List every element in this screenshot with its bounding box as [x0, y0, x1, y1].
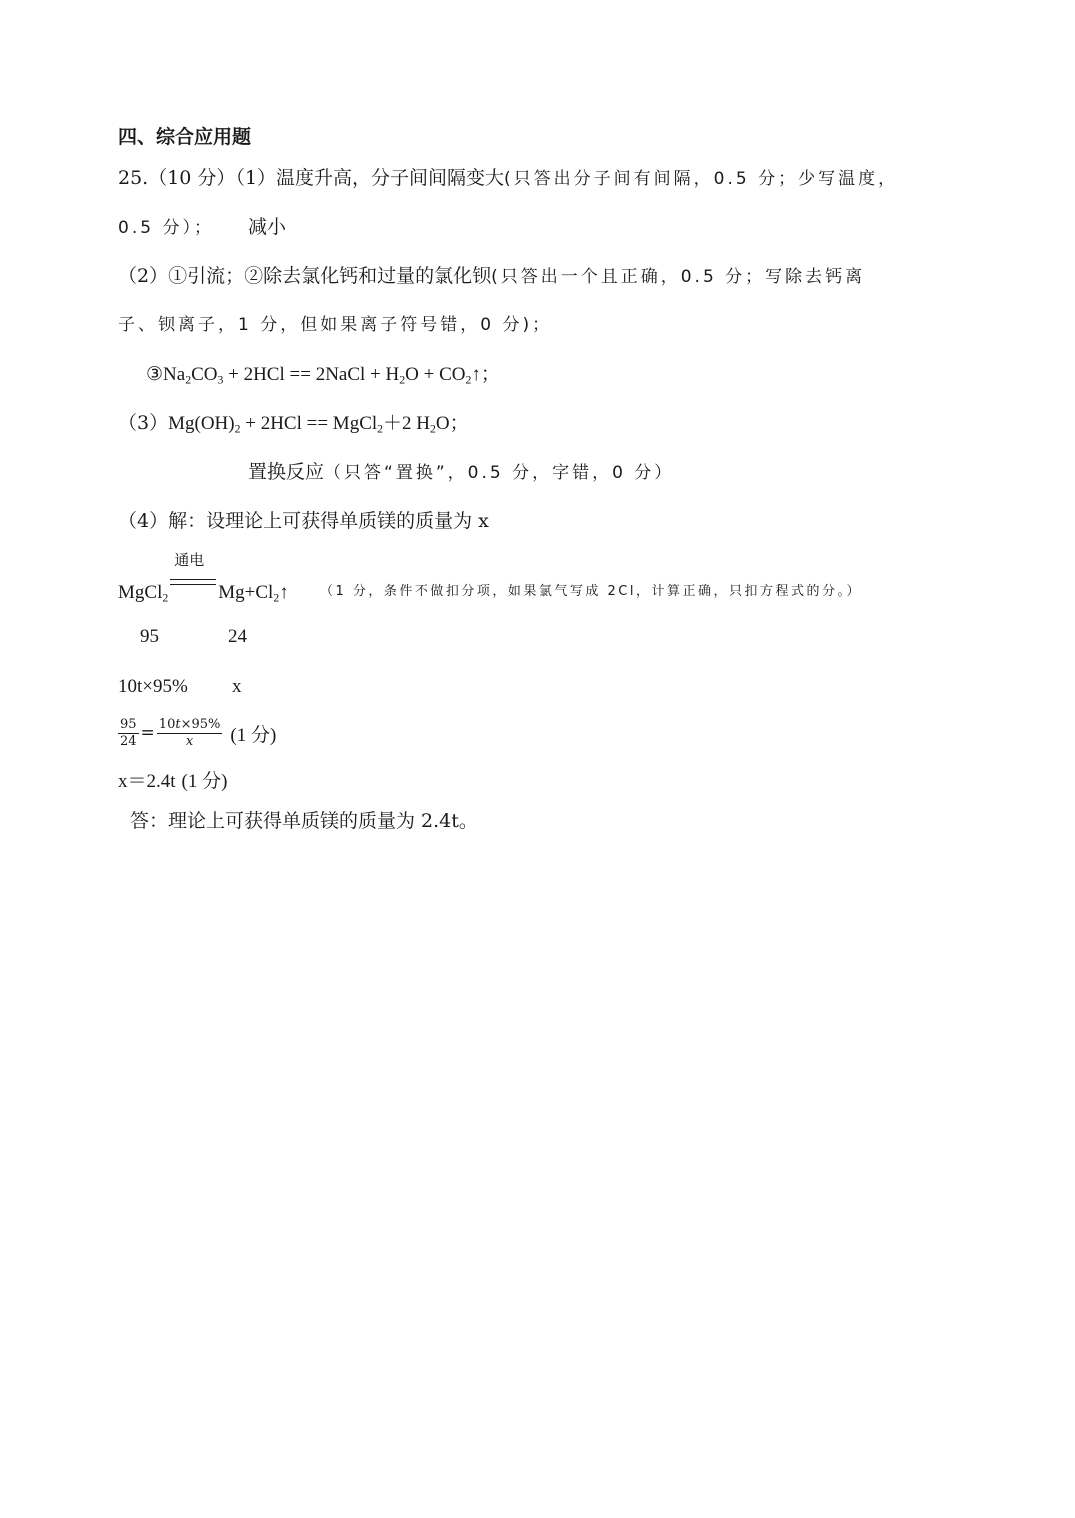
fraction-right [157, 718, 223, 748]
part4-equation-note: （1 分，条件不做扣分项，如果氯气写成 2Cl，计算正确，只扣方程式的分。） [320, 584, 862, 599]
part3-note: （只答“置换”，0.5 分，字错，0 分） [324, 463, 675, 483]
eq-text: O； [435, 413, 469, 434]
part2-note-cont: 子、钡离子，1 分，但如果离子符号错，0 分)； [118, 315, 553, 335]
eq-text: Mg(OH) [168, 413, 235, 434]
part2-answer: ①引流；②除去氯化钙和过量的氯化钡 [168, 265, 492, 287]
part1-note: (只答出分子间有间隔，0.5 分；少写温度， [504, 169, 899, 189]
q25-part1-line2 [118, 212, 286, 239]
eq-sub: 2 [162, 591, 169, 605]
proportion-equation [118, 718, 276, 748]
part2-equation [146, 359, 500, 386]
eq-text: + 2HCl == 2NaCl + H [223, 364, 400, 385]
eq-sub: 2 [430, 422, 436, 436]
part4-label: （4） [118, 510, 169, 532]
equals-sign: = [140, 723, 155, 744]
eq-text: Mg+Cl [218, 582, 274, 603]
frac-num-t: t [175, 717, 181, 732]
result: x＝2.4t [118, 771, 176, 792]
unknown-mass: x [232, 676, 242, 697]
frac-den-x: x [185, 733, 194, 749]
q25-part1-line1 [118, 163, 898, 190]
frac-num: 95 [120, 717, 137, 732]
eq-sub: 2 [185, 373, 192, 387]
eq-sub: 2 [234, 422, 241, 436]
eq-sub: 2 [273, 591, 280, 605]
eq-text: ↑ [279, 582, 289, 603]
final-answer: 答：理论上可获得单质镁的质量为 2.4t。 [130, 810, 478, 832]
frac-num-a: 10 [158, 717, 176, 732]
result-line [118, 766, 227, 793]
eq-text: O + CO [405, 364, 466, 385]
reaction-condition: 通电 [174, 551, 205, 569]
q25-part3-line1 [118, 408, 469, 435]
result-points: (1 分) [181, 771, 228, 792]
q25-part2-line1 [118, 261, 865, 288]
eq-sub: 2 [377, 422, 384, 436]
part1-note-cont: 0.5 分）； [118, 218, 214, 238]
frac-num-b: ×95% [180, 717, 221, 732]
part1-label: （1） [235, 167, 277, 189]
eq-text: + 2HCl == MgCl [240, 413, 378, 434]
part2-label: （2） [118, 265, 169, 287]
eq-text: ③Na [146, 364, 186, 385]
q25-part3-line2 [248, 457, 674, 484]
proportion-points: (1 分) [230, 724, 277, 746]
eq-text: ↑； [471, 364, 500, 385]
part2-note: (只答出一个且正确，0.5 分；写除去钙离 [491, 267, 866, 287]
part1-answer2: 减小 [247, 216, 286, 238]
part3-reaction-type: 置换反应 [248, 461, 325, 483]
eq-text: ＋2 H [383, 413, 431, 434]
molar-mass-mgcl2: 24 [228, 626, 247, 647]
part4-equation [118, 551, 289, 605]
frac-num [157, 718, 223, 734]
frac-den: 24 [120, 733, 137, 749]
part3-equation [168, 413, 469, 434]
q25-part2-line2 [118, 310, 552, 335]
molar-mass-mg: 95 [140, 626, 159, 647]
question-number: 25. [118, 167, 149, 189]
part3-label: （3） [118, 412, 169, 434]
eq-text: MgCl [118, 582, 163, 603]
given-mass: 10t×95% [118, 676, 188, 697]
part4-intro: 解：设理论上可获得单质镁的质量为 x [168, 510, 489, 532]
eq-text: CO [191, 364, 218, 385]
question-points: （10 分） [148, 167, 236, 189]
eq-sub: 3 [217, 373, 224, 387]
reaction-condition-sign [168, 551, 218, 598]
q25-part4-intro [118, 506, 489, 533]
eq-sub: 2 [465, 373, 472, 387]
section-title: 四、综合应用题 [118, 126, 252, 148]
part1-answer: 温度升高，分子间间隔变大 [276, 167, 505, 189]
frac-den [186, 734, 193, 749]
eq-sub: 2 [399, 373, 406, 387]
fraction-left [118, 718, 139, 748]
